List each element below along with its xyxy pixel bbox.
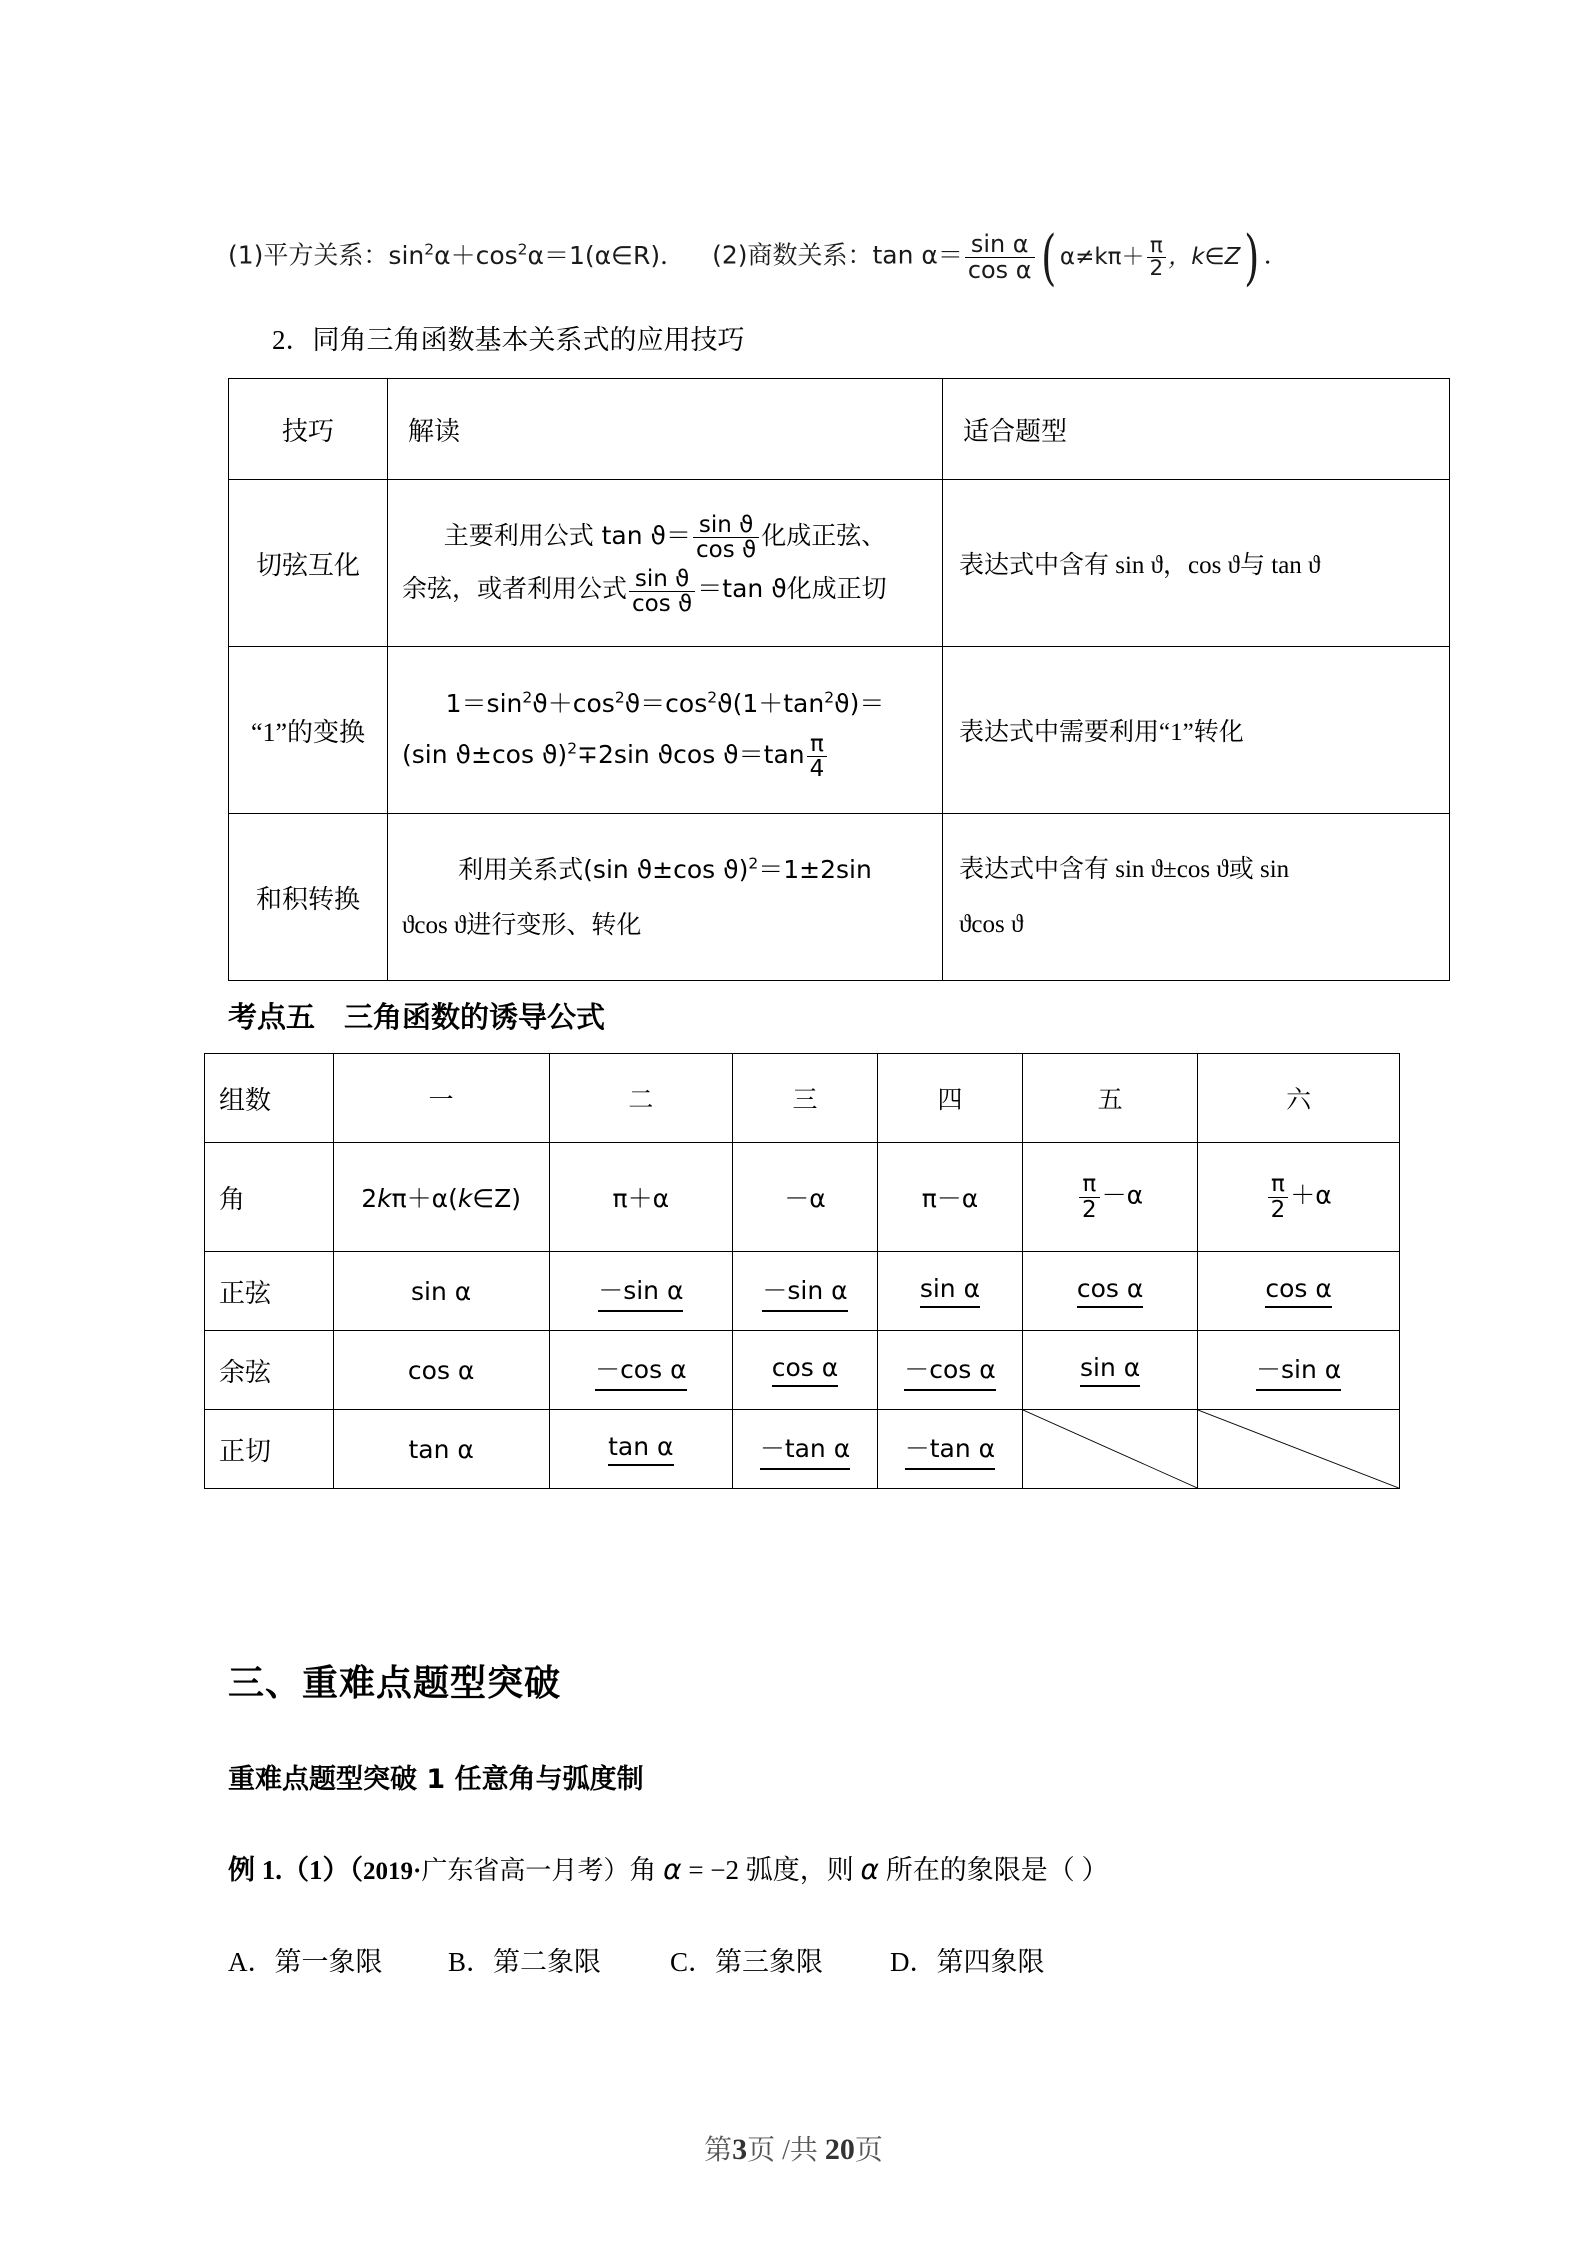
example-tag: 例 1.: [228, 1855, 282, 1885]
suitable-line-1: 表达式中含有 sin ϑ±cos ϑ或 sin: [959, 856, 1290, 883]
explain-line2-a: 余弦，或者利用公式: [402, 576, 628, 603]
one-transform-fraction: [807, 732, 828, 781]
row-label-tangent: 正切: [205, 1410, 334, 1489]
cosine-cell-2: [549, 1331, 732, 1410]
sine-cell-3-value: －sin α: [762, 1271, 847, 1312]
angle6-frac-den: 2: [1268, 1197, 1289, 1222]
tangent-cell-4-value: －tan α: [905, 1429, 995, 1470]
cosine-cell-3-value: cos α: [772, 1353, 839, 1387]
angle5-frac-num: π: [1082, 1171, 1097, 1198]
header-group-5: 五: [1022, 1054, 1197, 1143]
trick-suitable: 表达式中需要利用“1”转化: [943, 647, 1450, 814]
choice-c[interactable]: C．第三象限: [670, 1947, 824, 1977]
suitable-line-2: ϑcos ϑ: [959, 911, 1024, 938]
trick-name: 切弦互化: [229, 480, 388, 647]
angle6-fraction: [1268, 1172, 1289, 1221]
heading-application-techniques: 2．同角三角函数基本关系式的应用技巧: [272, 325, 745, 355]
condition-main: α≠kπ＋: [1059, 244, 1145, 271]
quotient-relation-label: (2)商数关系：: [712, 240, 873, 270]
angle5-suffix: －α: [1101, 1181, 1144, 1210]
diagonal-strike-icon: [1023, 1410, 1197, 1488]
one-transform-formula-1: $1=\sin^2ϑ+\cos^2ϑ=\cos^2ϑ(1+\tan^2ϑ)=$: [445, 688, 885, 718]
sine-cell-1: [333, 1252, 549, 1331]
footer-prefix: 第: [704, 2135, 733, 2166]
explain-line-1: [402, 679, 928, 730]
section-3-title: 三、重难点题型突破: [228, 1663, 562, 1704]
header-explain: 解读: [388, 379, 943, 480]
angle5-fraction: [1079, 1172, 1100, 1221]
explain1-fraction: [693, 513, 759, 562]
example-body-c: 所在的象限是（ ）: [879, 1855, 1109, 1885]
explain-line-1: [402, 510, 928, 564]
angle-cell-1: 2kπ＋α(k∈Z): [333, 1143, 549, 1252]
tan-fraction-denominator: cos α: [965, 257, 1035, 283]
left-paren-icon: (: [1040, 222, 1056, 293]
header-trick: 技巧: [229, 379, 388, 480]
angle-cell-4: π－α: [877, 1143, 1022, 1252]
quotient-relation-tan: tan α＝: [872, 240, 963, 270]
footer-suffix: 页: [854, 2135, 883, 2166]
table-row: [229, 814, 1450, 981]
condition-fraction: [1147, 232, 1167, 282]
angle-cell-2: π＋α: [549, 1143, 732, 1252]
table-row-angle: [205, 1143, 1400, 1252]
example-source-year: 2019·: [363, 1858, 422, 1885]
square-relation-label: (1)平方关系：: [228, 240, 389, 270]
angle6-frac-num: π: [1270, 1171, 1285, 1198]
cosine-cell-5-value: sin α: [1080, 1353, 1140, 1387]
explain-line1-a: 主要利用公式 tan ϑ＝: [443, 520, 692, 550]
induction-formula-table: [204, 1053, 1400, 1489]
condition-fraction-numerator: π: [1149, 232, 1163, 258]
angle-cell-6: [1198, 1143, 1400, 1252]
choice-a[interactable]: A．第一象限: [228, 1947, 383, 1977]
sine-cell-3: [733, 1252, 878, 1331]
explain-line-1: [402, 842, 928, 898]
sine-cell-6-value: cos α: [1265, 1274, 1332, 1308]
techniques-table: [228, 378, 1450, 981]
trick-name: 和积转换: [229, 814, 388, 981]
diagonal-strike-icon: [1198, 1410, 1399, 1488]
cosine-cell-5: [1022, 1331, 1197, 1410]
tangent-cell-1: [333, 1410, 549, 1489]
row-label-angle: 角: [205, 1143, 334, 1252]
explain-line-2: [402, 563, 928, 617]
footer-total-pages: 20: [824, 2133, 855, 2166]
trick-suitable: [943, 814, 1450, 981]
explain2-frac-num: sin ϑ: [634, 565, 690, 592]
header-suitable: 适合题型: [943, 379, 1450, 480]
cosine-cell-6-value: －sin α: [1256, 1350, 1341, 1391]
sine-cell-4-value: sin α: [920, 1274, 980, 1308]
sine-cell-6: [1198, 1252, 1400, 1331]
angle-cell-3: －α: [733, 1143, 878, 1252]
footer-page-number: 3: [732, 2133, 748, 2166]
example-sub: （1）（: [282, 1855, 363, 1885]
sum-product-formula: 利用关系式(sin ϑ±cos ϑ)$^2$＝1±2sin: [458, 854, 872, 884]
footer-mid: 页 /共: [747, 2135, 825, 2166]
cosine-cell-2-value: －cos α: [595, 1350, 687, 1391]
trick-explanation: [388, 814, 943, 981]
header-group-3: 三: [733, 1054, 878, 1143]
explain2-frac-den: cos ϑ: [629, 591, 695, 616]
trick-suitable: 表达式中含有 sin ϑ，cos ϑ与 tan ϑ: [943, 480, 1450, 647]
tangent-cell-3-value: －tan α: [760, 1429, 850, 1470]
tangent-cell-1-value: tan α: [408, 1434, 474, 1464]
table-row-cosine: [205, 1331, 1400, 1410]
cosine-cell-1-value: cos α: [407, 1355, 475, 1385]
header-group-count: 组数: [205, 1054, 334, 1143]
example-body-b: = −2 弧度，则: [681, 1855, 861, 1885]
sine-cell-2-value: －sin α: [598, 1271, 683, 1312]
cosine-cell-1: [333, 1331, 549, 1410]
tangent-cell-2-value: tan α: [608, 1432, 673, 1466]
table-header-row: [205, 1054, 1400, 1143]
header-group-4: 四: [877, 1054, 1022, 1143]
identity-formula-line: [228, 222, 1408, 293]
tangent-cell-4: [877, 1410, 1022, 1489]
table-header-row: [229, 379, 1450, 480]
cosine-cell-3: [733, 1331, 878, 1410]
one-transform-frac-den: 4: [807, 756, 828, 781]
condition-fraction-denominator: 2: [1147, 257, 1167, 281]
header-group-6: 六: [1198, 1054, 1400, 1143]
sine-cell-5: [1022, 1252, 1197, 1331]
example-alpha-1: α: [663, 1853, 682, 1886]
tan-fraction-numerator: sin α: [970, 230, 1029, 258]
condition-group: [1037, 222, 1264, 293]
explain-line1-b: 化成正弦、: [761, 522, 887, 550]
tan-fraction: [965, 232, 1035, 283]
cosine-cell-4-value: －cos α: [904, 1350, 996, 1391]
example-1-question: [228, 1848, 1109, 1887]
cosine-cell-6: [1198, 1331, 1400, 1410]
page-footer: [0, 2128, 1587, 2168]
square-relation-body: $\sin^2\alpha+\cos^2\alpha=1(\alpha\in R)$．: [388, 240, 686, 270]
right-paren-icon: ): [1244, 222, 1260, 293]
angle6-suffix: ＋α: [1290, 1181, 1332, 1210]
example-alpha-2: α: [860, 1853, 880, 1886]
trick-explanation: [388, 480, 943, 647]
table-row-tangent: [205, 1410, 1400, 1489]
one-transform-frac-num: π: [810, 731, 824, 758]
trick-name: “1”的变换: [229, 647, 388, 814]
one-transform-formula-2: (sin ϑ±cos ϑ)$^2$∓2sin ϑcos ϑ＝tan: [402, 739, 805, 769]
row-label-sine: 正弦: [205, 1252, 334, 1331]
sine-cell-1-value: sin α: [411, 1276, 472, 1306]
tangent-cell-5-empty: [1022, 1410, 1197, 1489]
table-row: [229, 647, 1450, 814]
explain1-frac-num: sin ϑ: [698, 512, 754, 539]
explain-line2-b: ＝tan ϑ化成正切: [697, 574, 887, 603]
angle5-frac-den: 2: [1079, 1197, 1100, 1222]
example-source-rest: 广东省高一月考）: [421, 1856, 630, 1885]
trick-explanation: [388, 647, 943, 814]
explain-line-2: ϑcos ϑ进行变形、转化: [402, 911, 642, 939]
breakthrough-1-title: 重难点题型突破 1 任意角与弧度制: [228, 1764, 644, 1795]
row-label-cosine: 余弦: [205, 1331, 334, 1410]
sine-cell-5-value: cos α: [1077, 1274, 1144, 1308]
heading-kaodian-5: 考点五 三角函数的诱导公式: [228, 1002, 606, 1034]
table-row: [229, 480, 1450, 647]
angle-cell-5: [1022, 1143, 1197, 1252]
tangent-cell-3: [733, 1410, 878, 1489]
formula-period: ．: [1263, 240, 1289, 270]
header-group-2: 二: [549, 1054, 732, 1143]
example-1-choices: [228, 1940, 1045, 1979]
choice-d[interactable]: D．第四象限: [890, 1947, 1045, 1977]
table-row-sine: [205, 1252, 1400, 1331]
condition-tail: ，k∈Z: [1168, 244, 1241, 271]
example-body-a: 角: [629, 1855, 664, 1885]
explain1-frac-den: cos ϑ: [693, 537, 759, 562]
choice-b[interactable]: B．第二象限: [448, 1947, 602, 1977]
explain2-fraction: [629, 567, 695, 616]
sine-cell-4: [877, 1252, 1022, 1331]
cosine-cell-4: [877, 1331, 1022, 1410]
tangent-cell-6-empty: [1198, 1410, 1400, 1489]
sine-cell-2: [549, 1252, 732, 1331]
tangent-cell-2: [549, 1410, 732, 1489]
explain-line-2: [402, 730, 928, 782]
header-group-1: 一: [333, 1054, 549, 1143]
